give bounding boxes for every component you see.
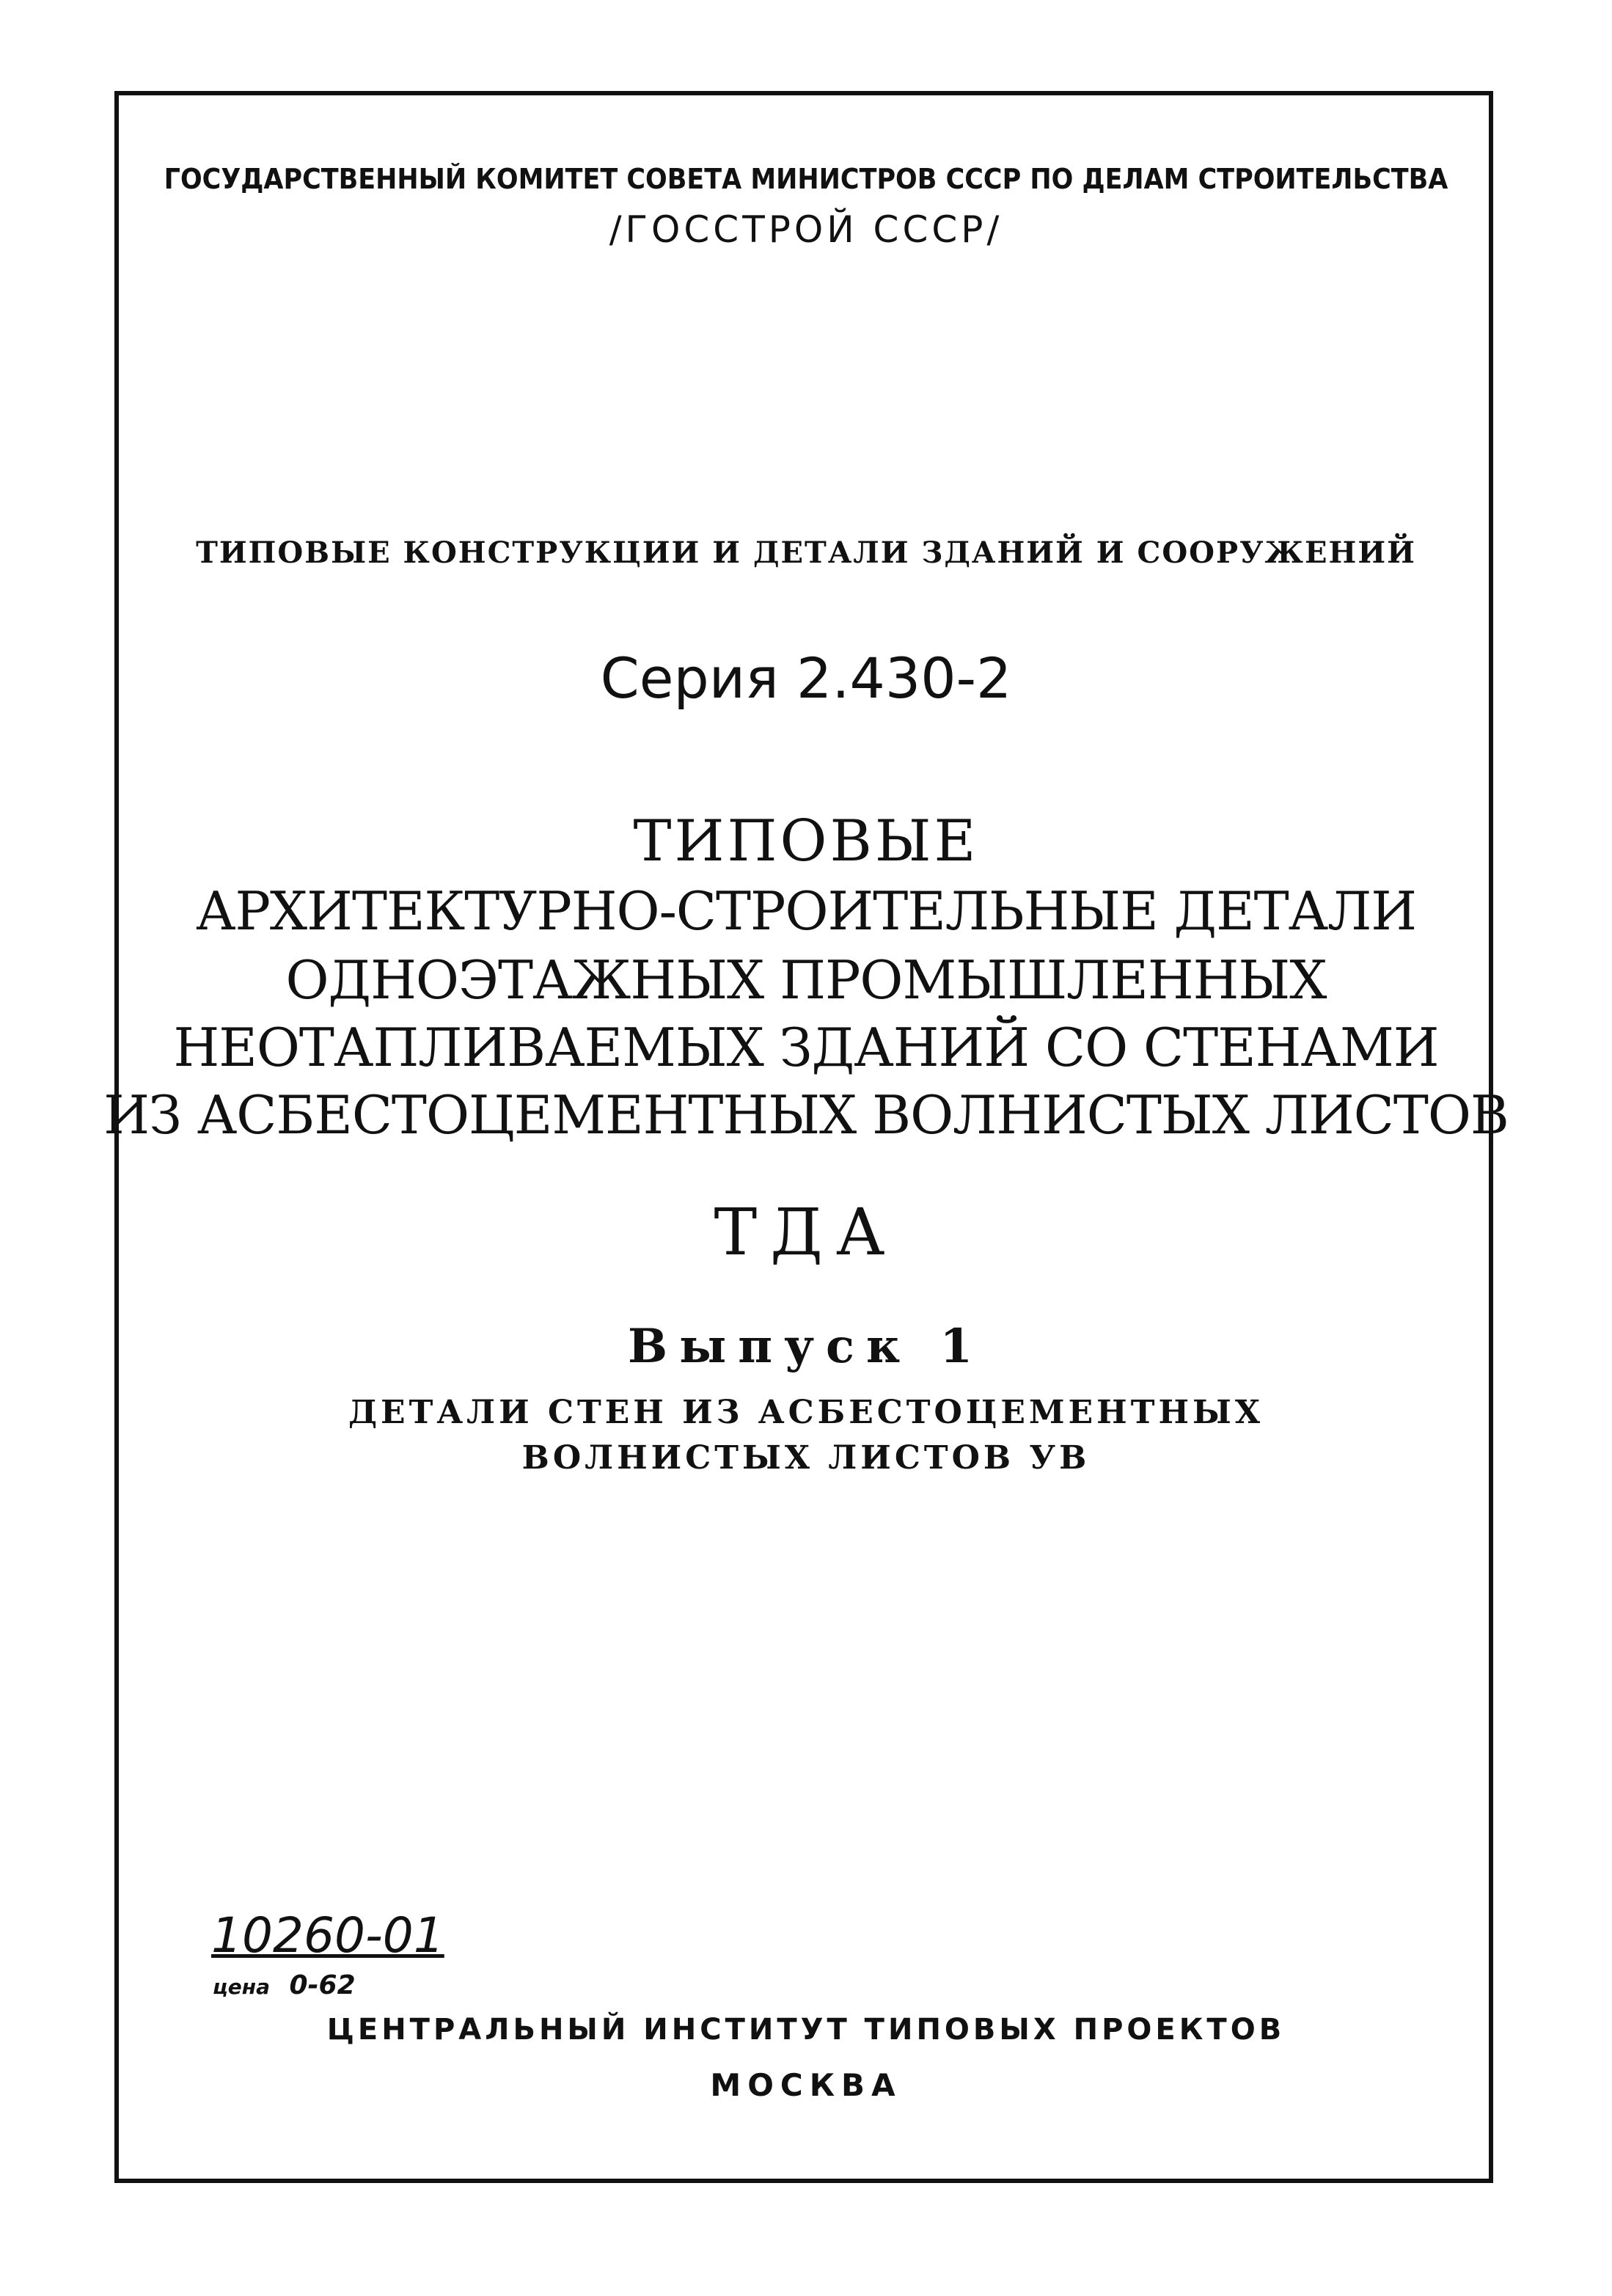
document-title-line: ОДНОЭТАЖНЫХ ПРОМЫШЛЕННЫХ (285, 949, 1327, 1011)
document-code: 10260-01 (211, 1907, 444, 1964)
document-title-line: ИЗ АСБЕСТОЦЕМЕНТНЫХ ВОЛНИСТЫХ ЛИСТОВ (103, 1084, 1509, 1146)
committee-abbreviation: /ГОССТРОЙ СССР/ (609, 208, 1003, 251)
price-label: цена (213, 1975, 270, 1999)
category-heading: ТИПОВЫЕ КОНСТРУКЦИИ И ДЕТАЛИ ЗДАНИЙ И СООРУЖЕНИЙ (196, 535, 1416, 570)
series-number: Серия 2.430-2 (600, 646, 1012, 711)
issue-subtitle-line: ВОЛНИСТЫХ ЛИСТОВ УВ (521, 1439, 1091, 1477)
price-value: 0-62 (289, 1970, 356, 2000)
title-abbreviation: ТДА (714, 1194, 898, 1270)
issue-subtitle-line: ДЕТАЛИ СТЕН ИЗ АСБЕСТОЦЕМЕНТНЫХ (348, 1394, 1264, 1431)
document-title-line: АРХИТЕКТУРНО-СТРОИТЕЛЬНЫЕ ДЕТАЛИ (195, 880, 1417, 942)
document-title-line: НЕОТАПЛИВАЕМЫХ ЗДАНИЙ СО СТЕНАМИ (173, 1017, 1439, 1078)
price (213, 1970, 356, 2000)
publisher-institute: ЦЕНТРАЛЬНЫЙ ИНСТИТУТ ТИПОВЫХ ПРОЕКТОВ (326, 2013, 1286, 2047)
document-title-head: ТИПОВЫЕ (633, 808, 979, 874)
publisher-city: МОСКВА (710, 2067, 902, 2103)
issue-label: Выпуск 1 (627, 1319, 985, 1374)
committee-name: ГОСУДАРСТВЕННЫЙ КОМИТЕТ СОВЕТА МИНИСТРОВ СССР ПО ДЕЛАМ СТРОИТЕЛЬСТВА (164, 163, 1448, 195)
